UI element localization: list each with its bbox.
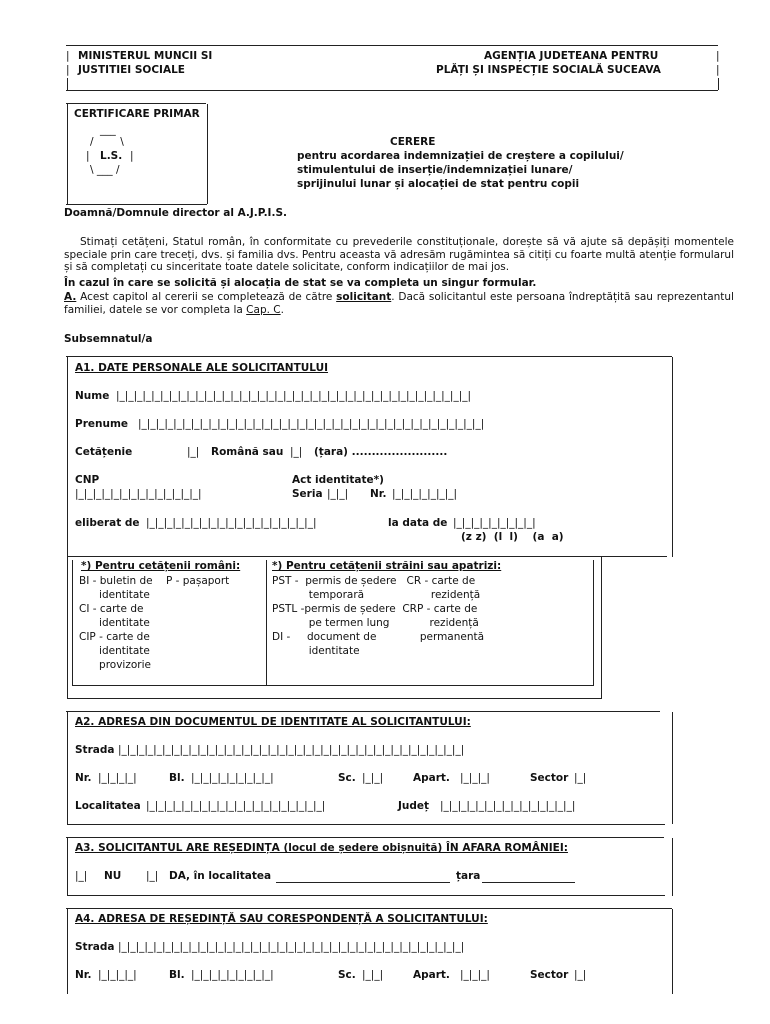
- notes-ro-line: CIP - carte de: [79, 631, 150, 643]
- a1-cnp-label: CNP: [75, 474, 100, 486]
- subsemnatul-label: Subsemnatul/a: [64, 333, 153, 345]
- notes-ro-line: identitate: [79, 645, 150, 657]
- a3-da-checkbox[interactable]: |_|: [146, 870, 159, 882]
- a3-left-edge: [67, 838, 68, 896]
- a1-romana-checkbox[interactable]: |_|: [187, 446, 200, 458]
- header-right-pipe: |: [716, 50, 720, 62]
- form-subtitle-line1: pentru acordarea indemnizației de creștere a copilului/: [297, 150, 624, 162]
- notes-outer-bottom: [67, 698, 602, 699]
- a2-bl-label: Bl.: [169, 772, 185, 784]
- a2-strada-label: Strada: [75, 744, 115, 756]
- form-title: CERERE: [390, 136, 436, 148]
- a1-nume-input[interactable]: |_|_|_|_|_|_|_|_|_|_|_|_|_|_|_|_|_|_|_|_|_|_|_|_|_|_|_|_|_|_|_|_|_|_|_|_|_|_|_|_|: [116, 390, 472, 402]
- a4-right-edge: [672, 909, 673, 994]
- a1-cnp-input[interactable]: |_|_|_|_|_|_|_|_|_|_|_|_|_|_|: [75, 488, 202, 500]
- notes-inner-left: [72, 560, 73, 685]
- a4-sc-input[interactable]: |_|_|: [362, 969, 384, 981]
- a3-localitatea-field[interactable]: [276, 882, 450, 883]
- a1-top-rule: [66, 356, 672, 357]
- a1-act-label: Act identitate*): [292, 474, 384, 486]
- header-right-edge: [718, 78, 719, 90]
- notes-ro-line: identitate: [79, 617, 150, 629]
- a4-sector-input[interactable]: |_|: [574, 969, 587, 981]
- a3-tara-field[interactable]: [482, 882, 575, 883]
- a4-bl-input[interactable]: |_|_|_|_|_|_|_|_|_|: [191, 969, 274, 981]
- notes-outer-right: [601, 557, 602, 699]
- stamp-left-edge: [67, 104, 68, 204]
- form-subtitle-line2: stimulentului de inserție/indemnizației lunare/: [297, 164, 573, 176]
- a2-localitatea-input[interactable]: |_|_|_|_|_|_|_|_|_|_|_|_|_|_|_|_|_|_|_|_|: [146, 800, 326, 812]
- notes-outer-left: [67, 557, 68, 699]
- intro-paragraph: Stimați cetățeni, Statul român, în conformitate cu prevederile constituționale, dorește să vă ajute să depășiți momentele speciale prin care treceți, dvs. și familia dvs. Pentru aceasta vă adresăm rugămintea să citiți cu foarte multă atenție formularul și să completați cu sinceritate toate datele solicitate, conform indicațiilor de mai jos.: [64, 236, 734, 273]
- stamp-title: CERTIFICARE PRIMAR: [74, 108, 200, 120]
- stamp-right-edge: [207, 104, 208, 204]
- notes-ro-title: *) Pentru cetățenii români:: [81, 560, 241, 572]
- a1-left-edge: [67, 357, 68, 557]
- notes-ro-line: provizorie: [79, 659, 151, 671]
- a1-prenume-label: Prenume: [75, 418, 129, 430]
- a1-nr-label: Nr.: [370, 488, 387, 500]
- section-a-text2: . Dacă solicitantul este persoana îndreptățită sau reprezentantul familiei, datele se vor completa la: [64, 291, 734, 316]
- notes-st-list: [272, 574, 484, 658]
- a1-seria-input[interactable]: |_|_|: [327, 488, 349, 500]
- a4-strada-label: Strada: [75, 941, 115, 953]
- a3-top-rule: [66, 837, 664, 838]
- a3-nu-label: NU: [104, 870, 122, 882]
- a4-title: A4. ADRESA DE REȘEDINȚĂ SAU CORESPONDENȚĂ A SOLICITANTULUI:: [75, 913, 488, 925]
- salutation: Doamnă/Domnule director al A.J.P.I.S.: [64, 207, 288, 219]
- section-a-label: A.: [64, 291, 77, 303]
- notes-inner-bottom: [72, 685, 594, 686]
- a2-bl-input[interactable]: |_|_|_|_|_|_|_|_|_|: [191, 772, 274, 784]
- header-left-edge: [67, 78, 68, 90]
- notes-divider: [266, 560, 267, 685]
- a1-la-data-label: la data de: [388, 517, 448, 529]
- a2-top-rule: [66, 711, 660, 712]
- notes-st-line: identitate: [272, 645, 360, 657]
- stamp-seal-right: |: [130, 150, 134, 162]
- stamp-bottom-rule: [66, 204, 207, 205]
- a3-da-label: DA, în localitatea: [169, 870, 272, 882]
- stamp-seal-upper: / \: [90, 136, 124, 148]
- notes-ro-line: BI - buletin de P - pașaport: [79, 575, 230, 587]
- section-a-text1: Acest capitol al cererii se completează de către: [76, 291, 337, 303]
- a4-bl-label: Bl.: [169, 969, 185, 981]
- a4-sector-label: Sector: [530, 969, 569, 981]
- notes-ro-list: [79, 574, 229, 672]
- a1-eliberat-label: eliberat de: [75, 517, 140, 529]
- a1-tara-field[interactable]: (țara) ........................: [314, 446, 448, 458]
- intro-bold-line: În cazul în care se solicită și alocația de stat se va completa un singur formular.: [64, 277, 537, 289]
- section-a-cap-c-link[interactable]: Cap. C: [246, 303, 281, 316]
- a4-nr-input[interactable]: |_|_|_|_|: [98, 969, 137, 981]
- notes-st-line: PSTL -permis de ședere CRP - carte de: [272, 603, 478, 615]
- a1-right-edge: [672, 357, 673, 557]
- a2-apart-input[interactable]: |_|_|_|: [460, 772, 490, 784]
- a1-eliberat-input[interactable]: |_|_|_|_|_|_|_|_|_|_|_|_|_|_|_|_|_|_|_|: [146, 517, 317, 529]
- notes-inner-right: [593, 560, 594, 685]
- a2-sector-input[interactable]: |_|: [574, 772, 587, 784]
- a1-bottom-rule: [67, 556, 667, 557]
- a2-title: A2. ADRESA DIN DOCUMENTUL DE IDENTITATE AL SOLICITANTULUI:: [75, 716, 471, 728]
- header-bottom-rule: [66, 90, 718, 91]
- section-a-end: .: [280, 303, 284, 316]
- a1-date-input[interactable]: |_|_|_|_|_|_|_|_|_|: [453, 517, 536, 529]
- a3-bottom-rule: [67, 895, 665, 896]
- notes-st-title: *) Pentru cetățenii străini sau apatrizi:: [272, 560, 502, 572]
- header-right-pipe: |: [716, 64, 720, 76]
- a2-strada-input[interactable]: |_|_|_|_|_|_|_|_|_|_|_|_|_|_|_|_|_|_|_|_|_|_|_|_|_|_|_|_|_|_|_|_|_|_|_|_|_|_|_|: [118, 744, 465, 756]
- a2-right-edge: [672, 712, 673, 824]
- a1-title: A1. DATE PERSONALE ALE SOLICITANTULUI: [75, 362, 329, 374]
- a2-left-edge: [67, 712, 68, 824]
- a2-judet-label: Județ: [398, 800, 430, 812]
- a1-nr-input[interactable]: |_|_|_|_|_|_|_|: [392, 488, 458, 500]
- a1-romana-label: Română sau: [211, 446, 284, 458]
- a1-prenume-input[interactable]: |_|_|_|_|_|_|_|_|_|_|_|_|_|_|_|_|_|_|_|_|_|_|_|_|_|_|_|_|_|_|_|_|_|_|_|_|_|_|_|: [138, 418, 485, 430]
- a1-seria-label: Seria: [292, 488, 323, 500]
- notes-ro-line: identitate: [79, 589, 150, 601]
- a2-sector-label: Sector: [530, 772, 569, 784]
- notes-ro-line: CI - carte de: [79, 603, 144, 615]
- header-agency-line1: AGENȚIA JUDETEANA PENTRU: [484, 50, 659, 62]
- a3-right-edge: [672, 838, 673, 896]
- stamp-seal-top: ___: [100, 124, 116, 136]
- header-ministry-line1: MINISTERUL MUNCII SI: [78, 50, 213, 62]
- intro-section-a: [64, 291, 734, 316]
- a1-alta-checkbox[interactable]: |_|: [290, 446, 303, 458]
- a3-title: A3. SOLICITANTUL ARE REȘEDINȚA (locul de ședere obișnuită) ÎN AFARA ROMÂNIEI:: [75, 842, 568, 854]
- a2-sc-input[interactable]: |_|_|: [362, 772, 384, 784]
- a2-sc-label: Sc.: [338, 772, 356, 784]
- a2-nr-label: Nr.: [75, 772, 92, 784]
- header-ministry-line2: JUSTITIEI SOCIALE: [78, 64, 185, 76]
- a3-nu-checkbox[interactable]: |_|: [75, 870, 88, 882]
- notes-st-line: pe termen lung rezidență: [272, 617, 479, 629]
- a1-date-format: (z z) (l l) (a a): [461, 531, 564, 543]
- a2-apart-label: Apart.: [413, 772, 450, 784]
- a1-cetatenie-label: Cetățenie: [75, 446, 133, 458]
- header-left-pipe: |: [66, 50, 70, 62]
- a4-nr-label: Nr.: [75, 969, 92, 981]
- header-left-pipe: |: [66, 64, 70, 76]
- stamp-seal-lower: \ ___ /: [90, 164, 120, 176]
- stamp-ls: L.S.: [100, 150, 123, 162]
- form-subtitle-line3: sprijinului lunar și alocației de stat pentru copii: [297, 178, 580, 190]
- notes-st-line: PST - permis de ședere CR - carte de: [272, 575, 476, 587]
- a4-apart-label: Apart.: [413, 969, 450, 981]
- a3-tara-label: țara: [456, 870, 481, 882]
- notes-st-line: DI - document de permanentă: [272, 631, 485, 643]
- stamp-seal-left: |: [86, 150, 90, 162]
- header-top-rule: [66, 45, 718, 46]
- a2-nr-input[interactable]: |_|_|_|_|: [98, 772, 137, 784]
- notes-st-line: temporară rezidență: [272, 589, 481, 601]
- a2-localitatea-label: Localitatea: [75, 800, 141, 812]
- a4-sc-label: Sc.: [338, 969, 356, 981]
- a2-judet-input[interactable]: |_|_|_|_|_|_|_|_|_|_|_|_|_|_|_|: [440, 800, 576, 812]
- a4-top-rule: [66, 908, 672, 909]
- a4-left-edge: [67, 909, 68, 994]
- stamp-top-rule: [66, 103, 206, 104]
- a4-strada-input[interactable]: |_|_|_|_|_|_|_|_|_|_|_|_|_|_|_|_|_|_|_|_|_|_|_|_|_|_|_|_|_|_|_|_|_|_|_|_|_|_|_|: [118, 941, 465, 953]
- section-a-solicitant: solicitant: [336, 291, 392, 303]
- header-agency-line2: PLĂȚI ȘI INSPECȚIE SOCIALĂ SUCEAVA: [436, 64, 661, 76]
- a4-apart-input[interactable]: |_|_|_|: [460, 969, 490, 981]
- a2-bottom-rule: [67, 824, 665, 825]
- a1-nume-label: Nume: [75, 390, 110, 402]
